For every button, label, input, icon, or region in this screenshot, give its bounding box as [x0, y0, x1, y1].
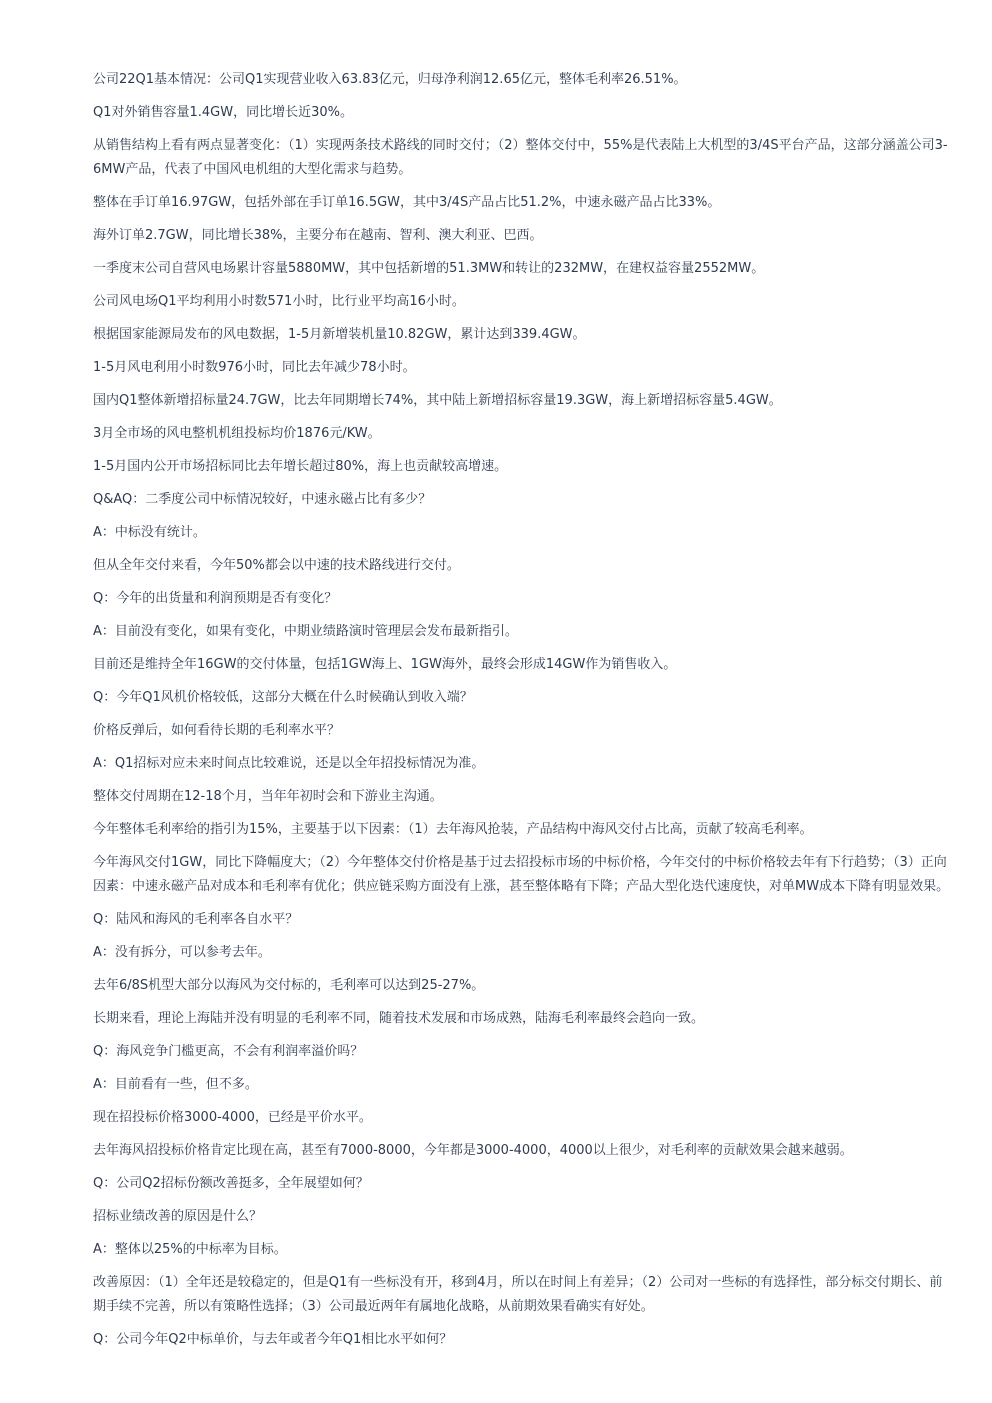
document-body — [93, 68, 953, 1361]
paragraph: Q：公司今年Q2中标单价，与去年或者今年Q1相比水平如何？ — [93, 1332, 453, 1347]
paragraph: Q1对外销售容量1.4GW，同比增长近30%。 — [93, 105, 354, 120]
paragraph: 长期来看，理论上海陆并没有明显的毛利率不同，随着技术发展和市场成熟，陆海毛利率最终会趋向一致。 — [93, 1011, 705, 1026]
paragraph: 公司风电场Q1平均利用小时数571小时，比行业平均高16小时。 — [93, 294, 465, 309]
paragraph: 但从全年交付来看，今年50%都会以中速的技术路线进行交付。 — [93, 558, 460, 573]
paragraph: 3月全市场的风电整机机组投标均价1876元/KW。 — [93, 426, 381, 441]
paragraph: 海外订单2.7GW，同比增长38%，主要分布在越南、智利、澳大利亚、巴西。 — [93, 228, 543, 243]
paragraph: Q：今年Q1风机价格较低，这部分大概在什么时候确认到收入端？ — [93, 690, 473, 705]
paragraph: 整体在手订单16.97GW，包括外部在手订单16.5GW，其中3/4S产品占比51.2%，中速永磁产品占比33%。 — [93, 195, 721, 210]
paragraph: 一季度末公司自营风电场累计容量5880MW，其中包括新增的51.3MW和转让的232MW，在建权益容量2552MW。 — [93, 261, 765, 276]
paragraph: 从销售结构上看有两点显著变化：（1）实现两条技术路线的同时交付；（2）整体交付中，55%是代表陆上大机型的3/4S平台产品，这部分涵盖公司3-6MW产品，代表了中国风电机组的大型化需求与趋势。 — [93, 138, 948, 177]
paragraph: 1-5月国内公开市场招标同比去年增长超过80%，海上也贡献较高增速。 — [93, 459, 508, 474]
paragraph: Q：海风竞争门槛更高，不会有利润率溢价吗？ — [93, 1044, 364, 1059]
paragraph: 国内Q1整体新增招标量24.7GW，比去年同期增长74%，其中陆上新增招标容量19.3GW，海上新增招标容量5.4GW。 — [93, 393, 782, 408]
paragraph: 目前还是维持全年16GW的交付体量，包括1GW海上、1GW海外，最终会形成14GW作为销售收入。 — [93, 657, 677, 672]
paragraph: 根据国家能源局发布的风电数据，1-5月新增装机量10.82GW，累计达到339.4GW。 — [93, 327, 586, 342]
paragraph: A：没有拆分，可以参考去年。 — [93, 945, 271, 960]
paragraph: 去年海风招投标价格肯定比现在高，甚至有7000-8000，今年都是3000-4000，4000以上很少，对毛利率的贡献效果会越来越弱。 — [93, 1143, 853, 1158]
paragraph: A：目前看有一些，但不多。 — [93, 1077, 258, 1092]
paragraph: 改善原因：（1）全年还是较稳定的，但是Q1有一些标没有开，移到4月，所以在时间上有差异；（2）公司对一些标的有选择性，部分标交付期长、前期手续不完善，所以有策略性选择；（3）公司最近两年有属地化战略，从前期效果看确实有好处。 — [93, 1275, 943, 1314]
paragraph: Q：今年的出货量和利润预期是否有变化？ — [93, 591, 338, 606]
paragraph: 去年6/8S机型大部分以海风为交付标的，毛利率可以达到25-27%。 — [93, 978, 485, 993]
paragraph: 今年海风交付1GW，同比下降幅度大；（2）今年整体交付价格是基于过去招投标市场的中标价格，今年交付的中标价格较去年有下行趋势；（3）正向因素：中速永磁产品对成本和毛利率有优化；供应链采购方面没有上涨，甚至整体略有下降；产品大型化迭代速度快，对单MW成本下降有明显效果。 — [93, 855, 950, 894]
paragraph: Q&AQ：二季度公司中标情况较好，中速永磁占比有多少？ — [93, 492, 432, 507]
paragraph: Q：陆风和海风的毛利率各自水平？ — [93, 912, 299, 927]
paragraph: Q：公司Q2招标份额改善挺多，全年展望如何？ — [93, 1176, 369, 1191]
paragraph: 公司22Q1基本情况：公司Q1实现营业收入63.83亿元，归母净利润12.65亿元，整体毛利率26.51%。 — [93, 72, 687, 87]
paragraph: 现在招投标价格3000-4000，已经是平价水平。 — [93, 1110, 372, 1125]
paragraph: 价格反弹后，如何看待长期的毛利率水平？ — [93, 723, 341, 738]
paragraph: 今年整体毛利率给的指引为15%，主要基于以下因素：（1）去年海风抢装，产品结构中海风交付占比高，贡献了较高毛利率。 — [93, 822, 813, 837]
paragraph: A：Q1招标对应未来时间点比较难说，还是以全年招投标情况为准。 — [93, 756, 485, 771]
paragraph: 整体交付周期在12-18个月，当年年初时会和下游业主沟通。 — [93, 789, 443, 804]
paragraph: A：整体以25%的中标率为目标。 — [93, 1242, 287, 1257]
paragraph: 招标业绩改善的原因是什么？ — [93, 1209, 263, 1224]
paragraph: A：中标没有统计。 — [93, 525, 206, 540]
paragraph: 1-5月风电利用小时数976小时，同比去年减少78小时。 — [93, 360, 416, 375]
paragraph: A：目前没有变化，如果有变化，中期业绩路演时管理层会发布最新指引。 — [93, 624, 518, 639]
